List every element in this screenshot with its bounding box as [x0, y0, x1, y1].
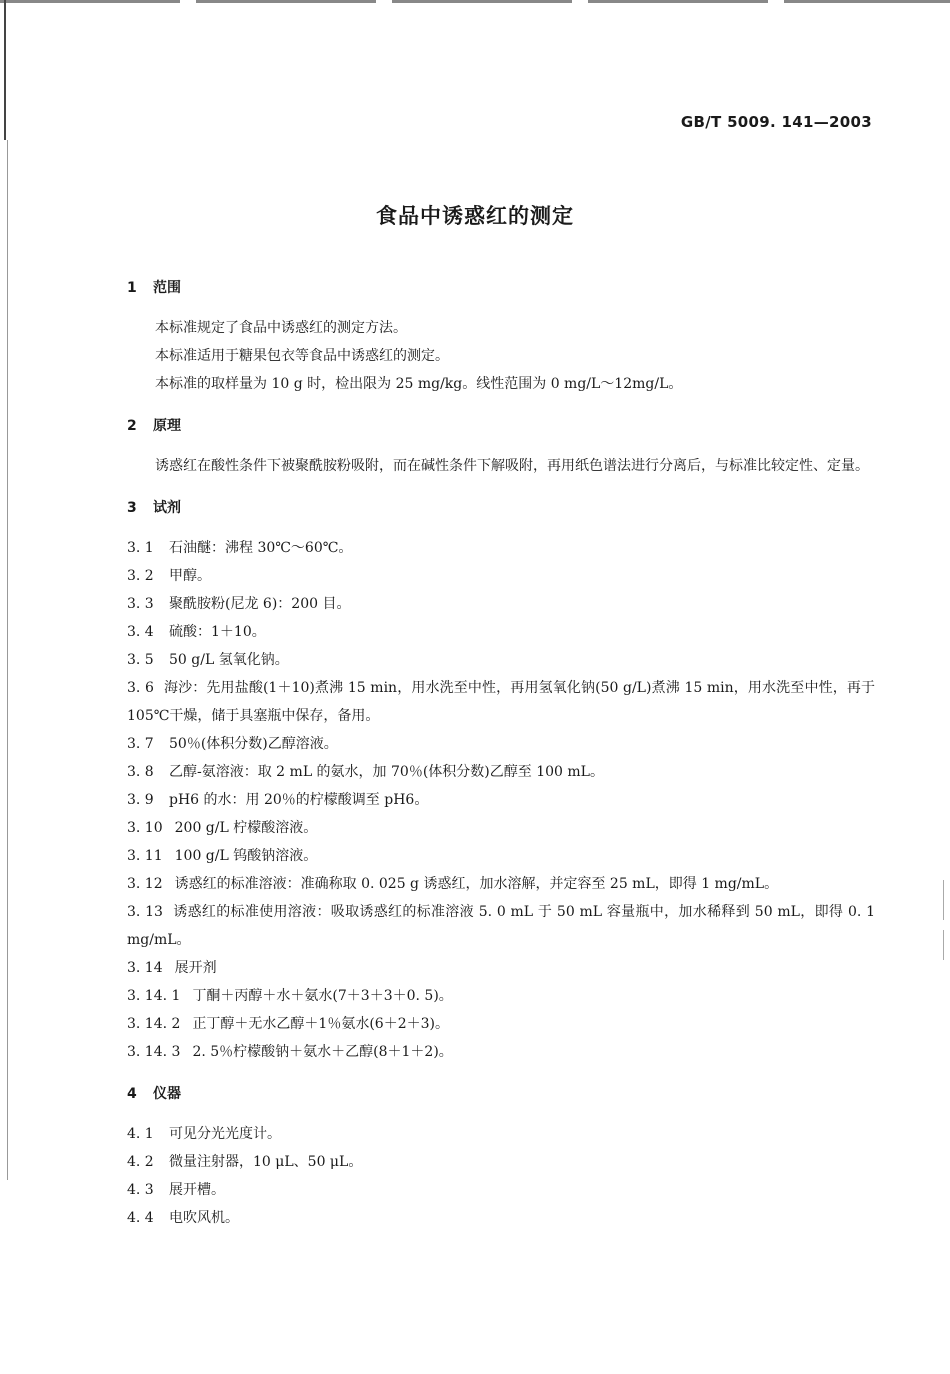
- section-heading-scope: [127, 274, 875, 302]
- item-number: 3. 12: [127, 876, 163, 892]
- paragraph: 本标准适用于糖果包衣等食品中诱惑红的测定。: [155, 348, 449, 364]
- list-item: [127, 870, 875, 898]
- item-number: 3. 6: [127, 680, 154, 696]
- section-number: 1: [127, 280, 137, 296]
- list-item: [127, 758, 875, 786]
- list-item: [127, 814, 875, 842]
- section-number: 4: [127, 1086, 137, 1102]
- section-heading-principle: [127, 412, 875, 440]
- list-item: [127, 1038, 875, 1066]
- list-item: [127, 1010, 875, 1038]
- list-item: [127, 730, 875, 758]
- item-text: 诱惑红的标准使用溶液：吸取诱惑红的标准溶液 5. 0 mL 于 50 mL 容量瓶中，加水稀释到 50 mL，即得 0. 1 mg/mL。: [127, 904, 876, 948]
- section-title: 范围: [153, 280, 181, 296]
- item-number: 4. 4: [127, 1210, 154, 1226]
- list-item: [127, 618, 875, 646]
- item-number: 3. 14. 2: [127, 1016, 181, 1032]
- list-item: [127, 786, 875, 814]
- item-text: 50 g/L 氢氧化钠。: [169, 652, 289, 668]
- section-title: 试剂: [153, 500, 181, 516]
- item-number: 3. 2: [127, 568, 154, 584]
- item-text: 展开槽。: [169, 1182, 225, 1198]
- item-text: 石油醚：沸程 30℃～60℃。: [169, 540, 353, 556]
- paragraph: 本标准规定了食品中诱惑红的测定方法。: [155, 320, 407, 336]
- item-text: 乙醇-氨溶液：取 2 mL 的氨水，加 70％(体积分数)乙醇至 100 mL。: [169, 764, 604, 780]
- scan-edge-top: [0, 0, 950, 3]
- item-number: 4. 1: [127, 1126, 154, 1142]
- item-text: 海沙：先用盐酸(1＋10)煮沸 15 min，用水洗至中性，再用氢氧化钠(50 g/L)煮沸 15 min，用水洗至中性，再于 105℃干燥，储于具塞瓶中保存，备用。: [127, 680, 875, 724]
- item-number: 3. 5: [127, 652, 154, 668]
- section-number: 2: [127, 418, 137, 434]
- item-text: 聚酰胺粉(尼龙 6)：200 目。: [169, 596, 351, 612]
- list-item: [127, 674, 875, 730]
- item-text: 可见分光光度计。: [169, 1126, 281, 1142]
- standard-number: GB/T 5009. 141—2003: [680, 113, 872, 131]
- section-heading-reagents: [127, 494, 875, 522]
- section-title: 原理: [153, 418, 181, 434]
- item-number: 3. 11: [127, 848, 163, 864]
- list-item: [127, 1176, 875, 1204]
- list-item: [127, 562, 875, 590]
- list-item: [127, 898, 875, 954]
- item-number: 4. 3: [127, 1182, 154, 1198]
- section-heading-apparatus: [127, 1080, 875, 1108]
- item-text: 展开剂: [174, 960, 217, 976]
- item-number: 4. 2: [127, 1154, 154, 1170]
- item-number: 3. 8: [127, 764, 154, 780]
- item-number: 3. 9: [127, 792, 154, 808]
- list-item: [127, 982, 875, 1010]
- item-text: pH6 的水：用 20％的柠檬酸调至 pH6。: [169, 792, 429, 808]
- item-text: 200 g/L 柠檬酸溶液。: [174, 820, 318, 836]
- section-title: 仪器: [153, 1086, 181, 1102]
- list-item: [127, 590, 875, 618]
- item-number: 3. 7: [127, 736, 154, 752]
- item-text: 电吹风机。: [169, 1210, 239, 1226]
- item-text: 甲醇。: [169, 568, 211, 584]
- item-text: 硫酸：1＋10。: [169, 624, 266, 640]
- item-number: 3. 1: [127, 540, 154, 556]
- document-body: [127, 274, 875, 1232]
- list-item: [127, 842, 875, 870]
- list-item: [127, 1148, 875, 1176]
- list-item: [127, 646, 875, 674]
- item-number: 3. 4: [127, 624, 154, 640]
- list-item: [127, 1204, 875, 1232]
- paragraph: 本标准的取样量为 10 g 时，检出限为 25 mg/kg。线性范围为 0 mg/L～12mg/L。: [155, 376, 683, 392]
- list-item: [127, 954, 875, 982]
- item-number: 3. 14. 3: [127, 1044, 181, 1060]
- item-text: 诱惑红的标准溶液：准确称取 0. 025 g 诱惑红，加水溶解，并定容至 25 mL，即得 1 mg/mL。: [174, 876, 779, 892]
- item-text: 2. 5％柠檬酸钠＋氨水＋乙醇(8＋1＋2)。: [192, 1044, 453, 1060]
- item-number: 3. 13: [127, 904, 163, 920]
- paragraph: 诱惑红在酸性条件下被聚酰胺粉吸附，而在碱性条件下解吸附，再用纸色谱法进行分离后，与标准比较定性、定量。: [155, 458, 869, 474]
- scan-mark: [943, 930, 944, 960]
- item-text: 丁酮＋丙醇＋水＋氨水(7＋3＋3＋0. 5)。: [192, 988, 453, 1004]
- scan-mark: [943, 880, 944, 920]
- item-text: 正丁醇＋无水乙醇＋1％氨水(6＋2＋3)。: [192, 1016, 449, 1032]
- section-number: 3: [127, 500, 137, 516]
- item-number: 3. 3: [127, 596, 154, 612]
- item-text: 50％(体积分数)乙醇溶液。: [169, 736, 338, 752]
- scan-edge-left: [4, 0, 6, 140]
- item-number: 3. 14. 1: [127, 988, 181, 1004]
- list-item: [127, 534, 875, 562]
- item-text: 微量注射器，10 μL、50 μL。: [169, 1154, 363, 1170]
- list-item: [127, 1120, 875, 1148]
- page-title: 食品中诱惑红的测定: [376, 204, 574, 228]
- item-number: 3. 10: [127, 820, 163, 836]
- scan-edge-left-faint: [7, 140, 8, 1180]
- item-number: 3. 14: [127, 960, 163, 976]
- item-text: 100 g/L 钨酸钠溶液。: [174, 848, 318, 864]
